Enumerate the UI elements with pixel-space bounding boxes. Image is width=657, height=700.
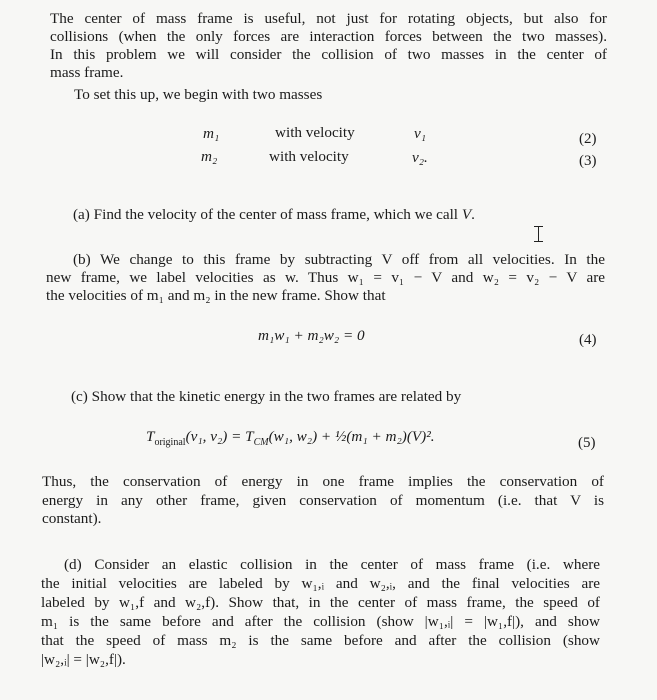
part-b-line-3: the velocities of m₁ and m₂ in the new frame. Show that [46,287,386,304]
velocity-v2: v₂. [412,149,428,166]
part-c-para-line-2: energy in any other frame, given conservation of momentum (i.e. that V is [42,492,604,509]
equation-number-5: (5) [578,435,596,451]
part-c-equation: $T_{original}(v_1$, $v_2) = T_{CM}(w_1$, w₂) + ½(m₁ + m₂)(V)². [146,428,435,449]
part-c-para-line-3: constant). [42,510,102,527]
part-a-end: . [471,206,475,223]
part-d-line-1: (d) Consider an elastic collision in the center of mass frame (i.e. where [64,556,600,573]
part-b-equation: m₁w₁ + m₂w₂ = 0 [258,327,365,344]
part-c-para-line-1: Thus, the conservation of energy in one frame implies the conservation of [42,473,604,490]
intro-line-2: collisions (when the only forces are interaction forces between the two masses). [50,28,607,45]
part-d-line-2: the initial velocities are labeled by w₁,ᵢ and w₂,ᵢ, and the final velocities are [41,575,600,592]
with-velocity-2: with velocity [269,148,349,165]
part-a-text [73,206,475,224]
intro-line-3: In this problem we will consider the collision of two masses in the center of [50,46,607,63]
text-cursor-icon [534,226,543,242]
part-d-line-3: labeled by w₁,f and w₂,f). Show that, in the center of mass frame, the speed of [41,594,600,611]
part-d-line-6: |w₂,ᵢ| = |w₂,f|). [41,651,126,668]
part-b-line-1: (b) We change to this frame by subtracting V off from all velocities. In the [73,251,605,268]
part-a-symbol: V [461,206,472,223]
equation-number-3: (3) [579,153,597,169]
equation-number-2: (2) [579,131,597,147]
intro-line-1: The center of mass frame is useful, not just for rotating objects, but also for [50,10,607,27]
equation-number-4: (4) [579,332,597,348]
part-c-line-1: (c) Show that the kinetic energy in the two frames are related by [71,388,462,405]
intro-line-5: To set this up, we begin with two masses [74,86,323,103]
mass-m1: m₁ [203,125,220,142]
part-a-sentence: (a) Find the velocity of the center of mass frame, which we call [73,206,462,223]
with-velocity-1: with velocity [275,124,355,141]
intro-line-4: mass frame. [50,64,124,81]
part-d-line-4: m₁ is the same before and after the collision (show |w₁,ᵢ| = |w₁,f|), and show [41,613,600,630]
mass-m2: m₂ [201,148,218,165]
velocity-v1: v₁ [414,125,427,142]
part-b-line-2: new frame, we label velocities as w. Thus w₁ = v₁ − V and w₂ = v₂ − V are [46,269,605,286]
part-d-line-5: that the speed of mass m₂ is the same before and after the collision (show [41,632,600,649]
